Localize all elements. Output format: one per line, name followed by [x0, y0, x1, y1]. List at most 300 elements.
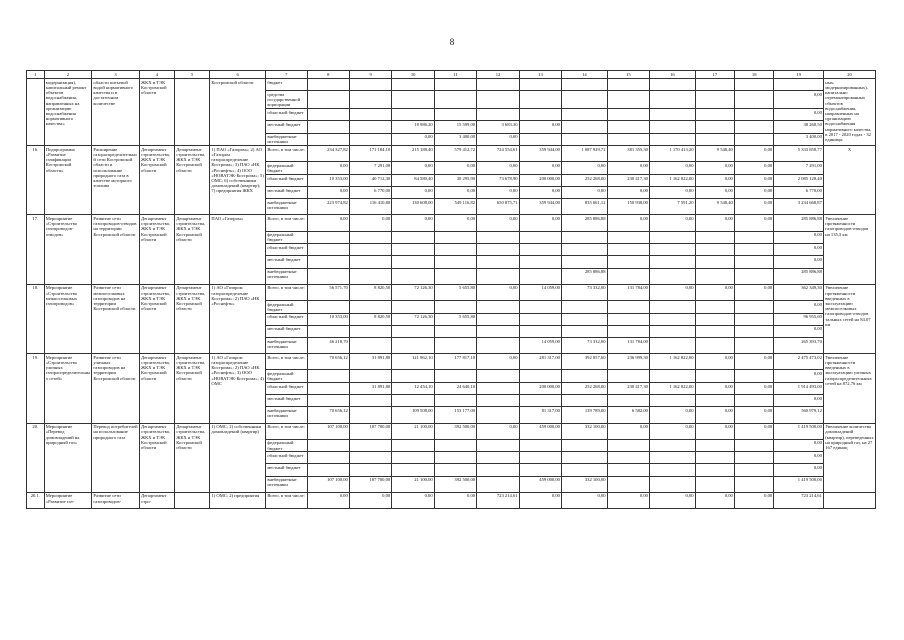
- amount: [695, 109, 734, 121]
- amount: [607, 476, 649, 492]
- amount: [349, 452, 391, 464]
- column-header: 15: [607, 71, 649, 79]
- amount: [735, 464, 774, 476]
- amount: 359 944,00: [519, 146, 561, 162]
- amount: [477, 407, 519, 423]
- amount: [650, 231, 696, 244]
- amount: 0,00: [650, 407, 696, 423]
- amount: [695, 464, 734, 476]
- column-header: 6: [210, 71, 266, 79]
- goal: Развитие сети газопроводов-: [92, 492, 140, 508]
- amount: [307, 464, 349, 476]
- amount: [695, 337, 734, 353]
- amount: [650, 79, 696, 91]
- amount: 0,00: [607, 492, 649, 508]
- amount: [735, 256, 774, 268]
- amount: [307, 91, 349, 109]
- amount: [434, 109, 476, 121]
- amount: 0,00: [434, 492, 476, 508]
- participants: ПАО «Газпром»: [210, 215, 266, 284]
- amount: [562, 79, 608, 91]
- amount: [392, 244, 434, 256]
- amount: 7 291,00: [349, 162, 391, 175]
- amount: 381 355,30: [607, 146, 649, 162]
- participants: 1) ОМС; 2) собственники домовладений (квартир): [210, 423, 266, 492]
- amount: 2 475 473,02: [774, 354, 824, 370]
- amount: 18 986,20: [392, 121, 434, 133]
- amount: [392, 337, 434, 353]
- amount: [695, 231, 734, 244]
- amount: [392, 439, 434, 452]
- column-header: 11: [434, 71, 476, 79]
- amount: [519, 464, 561, 476]
- amount: 1 419 500,00: [774, 476, 824, 492]
- amount: 230 417,30: [607, 174, 649, 186]
- amount: 116 410,80: [349, 199, 391, 215]
- amount: 0,00: [392, 187, 434, 199]
- amount: 1 162 822,00: [650, 174, 696, 186]
- measure-name: Подпрограмма «Развитие газификации Костромской области»: [44, 146, 92, 215]
- row-number: 16.: [27, 146, 45, 215]
- amount: [519, 133, 561, 146]
- amount: 0,00: [519, 215, 561, 231]
- column-header: 14: [562, 71, 608, 79]
- fund-source: внебюджетные источники: [266, 133, 307, 146]
- row-number: [27, 79, 45, 146]
- amount: [349, 256, 391, 268]
- amount: 1 087 929,72: [562, 146, 608, 162]
- amount: 0,00: [307, 162, 349, 175]
- amount: 265 393,70: [774, 337, 824, 353]
- amount: 200 000,00: [519, 174, 561, 186]
- amount: 0,00: [562, 187, 608, 199]
- amount: 0,00: [735, 492, 774, 508]
- fund-source: федеральный бюджет: [266, 162, 307, 175]
- responsible: ЖКХ и ТЭК Костромской области: [139, 79, 174, 146]
- amount: [562, 256, 608, 268]
- amount: [434, 301, 476, 314]
- amount: [477, 370, 519, 383]
- fund-source: федеральный бюджет: [266, 231, 307, 244]
- amount: [392, 256, 434, 268]
- fund-source: областной бюджет: [266, 382, 307, 394]
- amount: 236 999,30: [607, 354, 649, 370]
- amount: 0,00: [735, 423, 774, 439]
- amount: 21 100,00: [392, 423, 434, 439]
- amount: 0,00: [650, 423, 696, 439]
- participants: 1) ПАО «Газпром»; 2) АО «Газпром газораспределение Кострома»; 3) ПАО «НК «Роснефть»; 4) ООО «НОВАТЭК-Кострома»; 5) ОМС; 6) собственники домовладений (квартир); 7) предприятия ЖКХ: [210, 146, 266, 215]
- amount: [307, 121, 349, 133]
- amount: [392, 452, 434, 464]
- amount: 107 700,00: [349, 423, 391, 439]
- measure-name: Мероприятие «Строительство газопроводов-отводов»: [44, 215, 92, 284]
- amount: 8 820,50: [349, 313, 391, 325]
- goal: области питьевой водой нормативного качества и в достаточном количестве: [92, 79, 140, 146]
- amount: [349, 370, 391, 383]
- amount: 0,00: [774, 231, 824, 244]
- amount: 200 000,00: [519, 382, 561, 394]
- amount: [307, 79, 349, 91]
- amount: [562, 439, 608, 452]
- amount: 281 317,00: [519, 354, 561, 370]
- amount: 0,00: [695, 423, 734, 439]
- amount: [307, 439, 349, 452]
- expected-result: [824, 492, 876, 508]
- amount: [392, 91, 434, 109]
- column-header: 12: [477, 71, 519, 79]
- amount: 73 332,00: [562, 284, 608, 300]
- amount: [607, 370, 649, 383]
- amount: [477, 268, 519, 284]
- amount: [562, 452, 608, 464]
- amount: 0,00: [774, 452, 824, 464]
- amount: 392 500,00: [434, 476, 476, 492]
- amount: 9 548,40: [695, 146, 734, 162]
- amount: 0,00: [650, 215, 696, 231]
- amount: [392, 395, 434, 407]
- amount: [735, 301, 774, 314]
- amount: [650, 109, 696, 121]
- amount: [519, 439, 561, 452]
- amount: [477, 91, 519, 109]
- amount: 0,00: [774, 91, 824, 109]
- amount: [307, 231, 349, 244]
- amount: [434, 337, 476, 353]
- amount: 177 817,10: [434, 354, 476, 370]
- amount: [307, 244, 349, 256]
- amount: 24 640,10: [434, 382, 476, 394]
- amount: [735, 439, 774, 452]
- amount: [735, 313, 774, 325]
- goal: Расширение газораспределительной сети Костромской области и использование природного газа в качестве моторного топлива: [92, 146, 140, 215]
- amount: 0,00: [695, 492, 734, 508]
- amount: [349, 79, 391, 91]
- amount: 0,00: [477, 423, 519, 439]
- amount: 1 162 822,00: [650, 354, 696, 370]
- amount: [307, 268, 349, 284]
- amount: [735, 121, 774, 133]
- amount: 0,00: [735, 162, 774, 175]
- fund-source: внебюджетные источники: [266, 407, 307, 423]
- amount: 1 419 500,00: [774, 423, 824, 439]
- amount: 285 886,88: [774, 215, 824, 231]
- amount: 14 059,00: [519, 337, 561, 353]
- amount: 459 000,00: [519, 476, 561, 492]
- table-row: [27, 146, 876, 162]
- amount: 1 162 822,00: [650, 382, 696, 394]
- amount: [607, 231, 649, 244]
- amount: [434, 439, 476, 452]
- amount: [695, 476, 734, 492]
- amount: 1 914 493,00: [774, 382, 824, 394]
- amount: 0,00: [695, 407, 734, 423]
- amount: [477, 79, 519, 91]
- amount: 724 554,61: [477, 146, 519, 162]
- amount: [519, 244, 561, 256]
- amount: [519, 231, 561, 244]
- amount: 0,00: [434, 187, 476, 199]
- amount: [477, 231, 519, 244]
- amount: 0,00: [774, 256, 824, 268]
- row-number: 18.: [27, 284, 45, 353]
- amount: 560 979,12: [774, 407, 824, 423]
- amount: [477, 337, 519, 353]
- amount: [434, 231, 476, 244]
- coexecutor: Департамент строительства, ЖКХ и ТЭК Костромской области: [175, 215, 210, 284]
- responsible: Департамент строительства, ЖКХ и ТЭК Костромской области: [139, 146, 174, 215]
- amount: 0,00: [392, 133, 434, 146]
- amount: 6 582,00: [607, 407, 649, 423]
- amount: [695, 244, 734, 256]
- table-row: [27, 79, 876, 91]
- column-header: 20: [824, 71, 876, 79]
- amount: [307, 301, 349, 314]
- amount: [392, 231, 434, 244]
- amount: [650, 244, 696, 256]
- responsible: Департамент стро-: [139, 492, 174, 508]
- amount: [562, 231, 608, 244]
- amount: 0,00: [477, 284, 519, 300]
- amount: 1 170 413,20: [650, 146, 696, 162]
- fund-source: местный бюджет: [266, 464, 307, 476]
- amount: [695, 370, 734, 383]
- amount: 107 100,00: [307, 423, 349, 439]
- row-number: 20.1.: [27, 492, 45, 508]
- amount: [562, 244, 608, 256]
- amount: 0,00: [735, 284, 774, 300]
- amount: [735, 91, 774, 109]
- header-row: [27, 71, 876, 79]
- fund-source: внебюджетные источники: [266, 199, 307, 215]
- column-header: 1: [27, 71, 45, 79]
- coexecutor: [175, 492, 210, 508]
- amount: [607, 268, 649, 284]
- table-row: [27, 423, 876, 439]
- amount: [650, 301, 696, 314]
- amount: 73 678,90: [477, 174, 519, 186]
- amount: 0,00: [774, 464, 824, 476]
- amount: [477, 452, 519, 464]
- column-header: 18: [735, 71, 774, 79]
- responsible: Департамент строительства, ЖКХ и ТЭК Костромской области: [139, 423, 174, 492]
- amount: [650, 337, 696, 353]
- expected-result: Х: [824, 146, 876, 215]
- amount: 21 100,00: [392, 476, 434, 492]
- fund-source: областной бюджет: [266, 313, 307, 325]
- coexecutor: [175, 79, 210, 146]
- amount: [735, 231, 774, 244]
- fund-source: Всего, в том числе:: [266, 284, 307, 300]
- column-header: 3: [92, 71, 140, 79]
- amount: 130 608,00: [392, 199, 434, 215]
- amount: [607, 313, 649, 325]
- amount: 12 454,10: [392, 382, 434, 394]
- amount: [434, 256, 476, 268]
- amount: [477, 313, 519, 325]
- amount: [562, 325, 608, 337]
- amount: [392, 325, 434, 337]
- amount: 0,00: [735, 187, 774, 199]
- amount: 234 327,82: [307, 146, 349, 162]
- amount: 0,00: [607, 187, 649, 199]
- amount: 0,00: [392, 162, 434, 175]
- amount: [477, 395, 519, 407]
- amount: 0,00: [392, 215, 434, 231]
- amount: 723 214,61: [774, 492, 824, 508]
- amount: 107 700,00: [349, 476, 391, 492]
- amount: [519, 268, 561, 284]
- amount: [607, 91, 649, 109]
- amount: [695, 79, 734, 91]
- amount: [695, 325, 734, 337]
- amount: [477, 439, 519, 452]
- column-header: 9: [349, 71, 391, 79]
- participants: 1) АО «Газпром газораспределение Кострома»; 2) ПАО «НК «Роснефть»: [210, 284, 266, 353]
- amount: [695, 133, 734, 146]
- amount: [519, 395, 561, 407]
- amount: [650, 121, 696, 133]
- amount: 6 770,00: [349, 187, 391, 199]
- fund-source: внебюджетные источники: [266, 476, 307, 492]
- amount: 0,00: [695, 187, 734, 199]
- amount: 131 784,00: [607, 284, 649, 300]
- amount: 0,00: [735, 199, 774, 215]
- amount: 0,00: [307, 492, 349, 508]
- amount: [519, 79, 561, 91]
- amount: [735, 109, 774, 121]
- amount: [695, 121, 734, 133]
- amount: [349, 337, 391, 353]
- amount: [607, 395, 649, 407]
- amount: [477, 325, 519, 337]
- amount: 0,00: [607, 423, 649, 439]
- amount: [349, 109, 391, 121]
- amount: 285 886,88: [774, 268, 824, 284]
- amount: 107 100,00: [307, 476, 349, 492]
- goal: Развитие сети газопроводов-отводов на территории Костромской области: [92, 215, 140, 284]
- amount: 2 085 128,40: [774, 174, 824, 186]
- expected-result: ных, модернизированных), капитально отремонтированных объектов водоснабжения, направленных на организацию водоснабжения нормативного качества, в 2017 - 2020 годах - 32 единицы: [824, 79, 876, 146]
- amount: 56 571,70: [307, 284, 349, 300]
- fund-source: федеральный бюджет: [266, 301, 307, 314]
- amount: [607, 109, 649, 121]
- measure-name: модернизация), капитальный ремонт объектов водоснабжения, направленных на организацию водоснабжения нормативного качества»: [44, 79, 92, 146]
- amount: [735, 476, 774, 492]
- amount: [650, 439, 696, 452]
- amount: 153 177,00: [434, 407, 476, 423]
- amount: 0,00: [735, 382, 774, 394]
- row-number: 19.: [27, 354, 45, 423]
- coexecutor: Департамент строительства, ЖКХ и ТЭК Костромской области: [175, 284, 210, 353]
- amount: 285 886,88: [562, 268, 608, 284]
- responsible: Департамент строительства, ЖКХ и ТЭК Костромской области: [139, 215, 174, 284]
- row-number: 20.: [27, 423, 45, 492]
- expected-result: Увеличение количества домовладений (квартир), переведенных на природный газ, на 27 167 единиц: [824, 423, 876, 492]
- expected-result: Увеличение протяженности введенных в эксплуатацию уличных газораспределительных сетей на 872,76 км: [824, 354, 876, 423]
- amount: [735, 133, 774, 146]
- amount: [349, 91, 391, 109]
- amount: [650, 268, 696, 284]
- amount: 332 100,00: [562, 476, 608, 492]
- amount: [477, 464, 519, 476]
- fund-source: местный бюджет: [266, 121, 307, 133]
- amount: [607, 133, 649, 146]
- measure-name: Мероприятие «Развитие газ-: [44, 492, 92, 508]
- amount: [650, 91, 696, 109]
- amount: [307, 256, 349, 268]
- amount: 0,00: [562, 492, 608, 508]
- amount: 359 944,00: [519, 199, 561, 215]
- goal: Развитие сети уличных газопроводов на территории Костромской области: [92, 354, 140, 423]
- amount: 7 591,20: [650, 199, 696, 215]
- amount: 9 548,40: [695, 199, 734, 215]
- amount: 150 938,00: [607, 199, 649, 215]
- amount: 0,00: [519, 162, 561, 175]
- funding-table: [26, 70, 876, 509]
- amount: 30 295,90: [434, 174, 476, 186]
- amount: 0,00: [735, 146, 774, 162]
- amount: 131 784,00: [607, 337, 649, 353]
- amount: 579 412,72: [434, 146, 476, 162]
- amount: [562, 91, 608, 109]
- amount: [477, 382, 519, 394]
- amount: [735, 244, 774, 256]
- amount: [650, 133, 696, 146]
- amount: [434, 395, 476, 407]
- amount: [349, 121, 391, 133]
- coexecutor: Департамент строительства, ЖКХ и ТЭК Костромской области: [175, 423, 210, 492]
- amount: 0,00: [774, 395, 824, 407]
- amount: 0,00: [695, 382, 734, 394]
- amount: [434, 79, 476, 91]
- amount: [695, 91, 734, 109]
- amount: [349, 325, 391, 337]
- fund-source: бюджет: [266, 79, 307, 91]
- amount: [650, 313, 696, 325]
- amount: [607, 121, 649, 133]
- amount: 362 349,30: [774, 284, 824, 300]
- amount: 252 268,00: [562, 382, 608, 394]
- measure-name: Мероприятие «Строительство межпоселковых газопроводов»: [44, 284, 92, 353]
- table-row: [27, 492, 876, 508]
- amount: 549 116,82: [434, 199, 476, 215]
- amount: [349, 464, 391, 476]
- coexecutor: Департамент строительства, ЖКХ и ТЭК Костромской области: [175, 146, 210, 215]
- fund-source: внебюджетные источники: [266, 337, 307, 353]
- fund-source: внебюджетные источники: [266, 268, 307, 284]
- amount: [607, 325, 649, 337]
- fund-source: местный бюджет: [266, 187, 307, 199]
- amount: [519, 452, 561, 464]
- column-header: 8: [307, 71, 349, 79]
- amount: 40 712,30: [349, 174, 391, 186]
- amount: 72 126,30: [392, 313, 434, 325]
- amount: [434, 452, 476, 464]
- fund-source: Всего, в том числе:: [266, 146, 307, 162]
- amount: 0,00: [349, 215, 391, 231]
- row-number: 17.: [27, 215, 45, 284]
- amount: [434, 268, 476, 284]
- fund-source: Всего, в том числе:: [266, 215, 307, 231]
- fund-source: областной бюджет: [266, 244, 307, 256]
- column-header: 17: [695, 71, 734, 79]
- goal: Развитие сети межпоселковых газопроводов на территории Костромской области: [92, 284, 140, 353]
- fund-source: местный бюджет: [266, 256, 307, 268]
- amount: 0,00: [650, 187, 696, 199]
- amount: 70 656,12: [307, 354, 349, 370]
- amount: [562, 301, 608, 314]
- amount: 14 059,00: [519, 284, 561, 300]
